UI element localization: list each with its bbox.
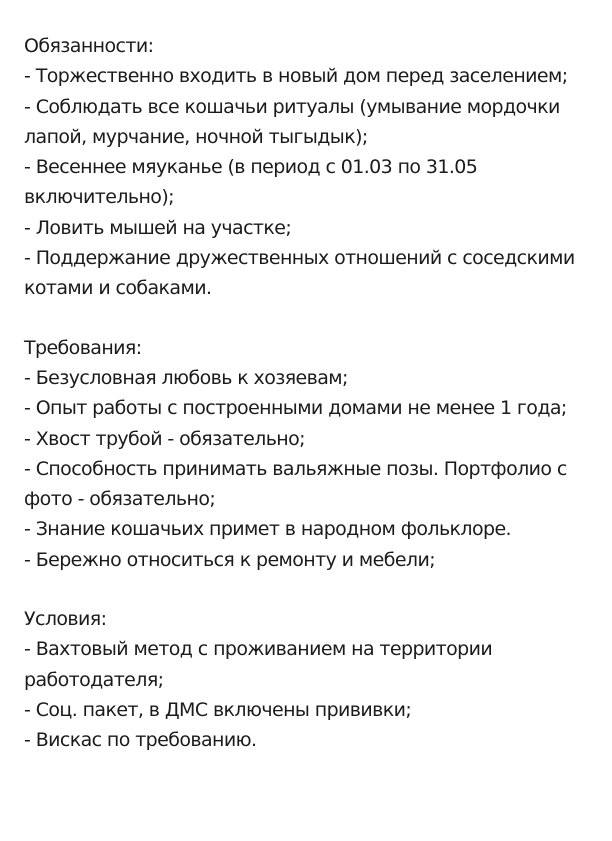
list-item: - Вахтовый метод с проживанием на территории работодателя; [24, 638, 493, 691]
list-item: - Безусловная любовь к хозяевам; [24, 366, 348, 389]
list-item: - Вискас по требованию. [24, 729, 257, 752]
list-item: - Опыт работы с построенными домами не менее 1 года; [24, 397, 567, 420]
list-item: - Хвост трубой - обязательно; [24, 427, 305, 450]
list-item: - Торжественно входить в новый дом перед заселением; [24, 65, 568, 88]
section-heading: Требования: [24, 336, 142, 359]
section-heading: Обязанности: [24, 35, 154, 57]
conditions-list [24, 634, 599, 755]
section-requirements [24, 333, 599, 575]
requirements-list [24, 363, 599, 575]
list-item: - Знание кошачьих примет в народном фольклоре. [24, 518, 511, 541]
list-item: - Весеннее мяуканье (в период с 01.03 по 31.05 включительно); [24, 156, 478, 209]
list-item: - Ловить мышей на участке; [24, 216, 292, 239]
list-item: - Соц. пакет, в ДМС включены прививки; [24, 698, 412, 721]
list-item: - Способность принимать вальяжные позы. Портфолио с фото - обязательно; [24, 457, 567, 511]
section-heading: Условия: [24, 608, 107, 631]
section-duties [24, 31, 599, 304]
section-conditions [24, 604, 599, 755]
duties-list [24, 61, 599, 303]
document-body [24, 31, 599, 756]
list-item: - Соблюдать все кошачьи ритуалы (умывание мордочки лапой, мурчание, ночной тыгыдык); [24, 95, 560, 148]
list-item: - Бережно относиться к ремонту и мебели; [24, 548, 435, 571]
list-item: - Поддержание дружественных отношений с соседскими котами и собаками. [24, 247, 575, 300]
